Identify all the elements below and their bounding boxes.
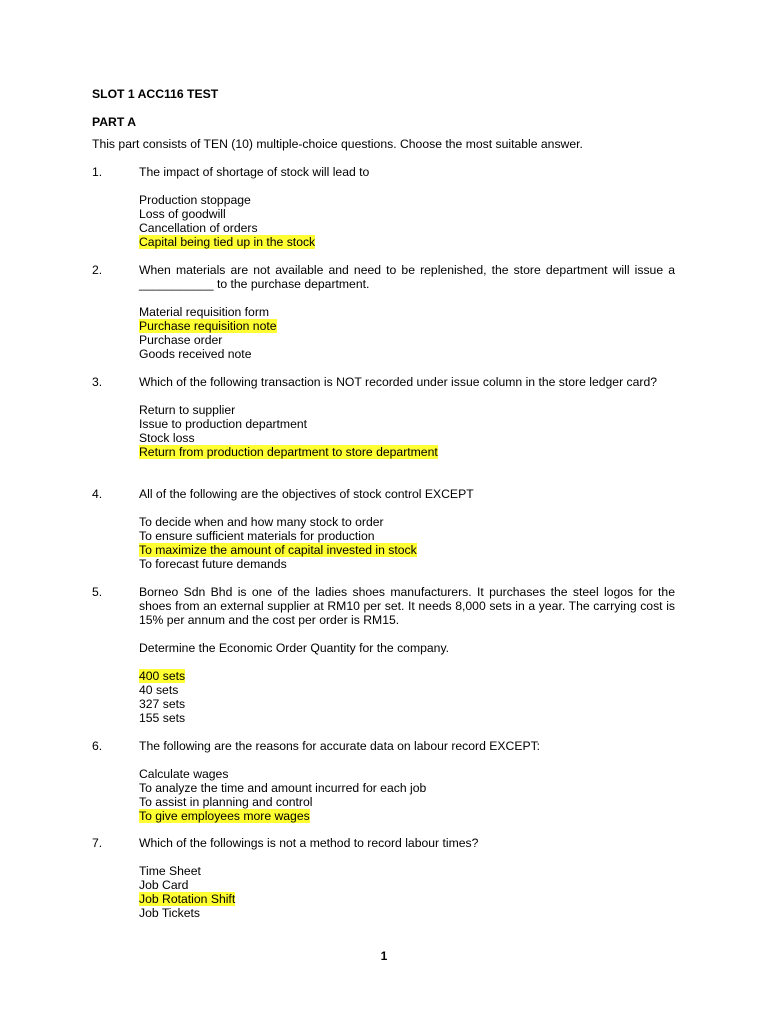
highlighted-answer: Job Rotation Shift: [139, 892, 236, 906]
answer-text: To assist in planning and control: [139, 795, 313, 809]
page-number: 1: [380, 949, 388, 963]
question-item: [92, 487, 675, 571]
answer-text: 327 sets: [139, 697, 186, 711]
question-number: 3.: [92, 375, 103, 389]
answer-option: [139, 906, 675, 920]
answer-options: [139, 669, 675, 725]
answer-option: [139, 431, 675, 445]
answer-option: [139, 347, 675, 361]
answer-text: To forecast future demands: [139, 557, 287, 571]
answer-option: [139, 711, 675, 725]
question-text: When materials are not available and need to be replenished, the store department will issue a ___________ to the purchase department.: [139, 263, 675, 291]
answer-option: [139, 417, 675, 431]
answer-option: [139, 864, 675, 878]
highlighted-answer: Return from production department to store department: [139, 445, 438, 459]
question-text: The following are the reasons for accurate data on labour record EXCEPT:: [139, 739, 541, 753]
answer-option: [139, 543, 675, 557]
answer-option: [139, 529, 675, 543]
question-stem: [139, 739, 675, 753]
answer-text: Job Tickets: [139, 906, 200, 920]
answer-option: [139, 207, 675, 221]
answer-text: To ensure sufficient materials for production: [139, 529, 375, 543]
answer-text: Production stoppage: [139, 193, 251, 207]
answer-text: Loss of goodwill: [139, 207, 226, 221]
answer-options: [139, 515, 675, 571]
answer-options: [139, 767, 675, 823]
question-stem: [139, 836, 675, 850]
answer-option: [139, 557, 675, 571]
answer-option: [139, 809, 675, 823]
part-heading: PART A: [92, 115, 137, 129]
answer-option: [139, 333, 675, 347]
answer-option: [139, 767, 675, 781]
answer-option: [139, 781, 675, 795]
answer-text: 155 sets: [139, 711, 186, 725]
question-text: All of the following are the objectives of stock control EXCEPT: [139, 487, 474, 501]
answer-options: [139, 403, 675, 459]
answer-text: Time Sheet: [139, 864, 201, 878]
answer-option: [139, 319, 675, 333]
question-number: 1.: [92, 165, 103, 179]
question-number: 2.: [92, 263, 103, 277]
answer-option: [139, 445, 675, 459]
question-stem: [139, 165, 675, 179]
answer-text: Purchase order: [139, 333, 223, 347]
answer-text: Goods received note: [139, 347, 252, 361]
part-instructions: This part consists of TEN (10) multiple-choice questions. Choose the most suitable answer.: [92, 137, 583, 151]
answer-text: Cancellation of orders: [139, 221, 258, 235]
answer-text: Job Card: [139, 878, 189, 892]
question-text: Borneo Sdn Bhd is one of the ladies shoes manufacturers. It purchases the steel logos for the shoes from an external supplier at RM10 per set. It needs 8,000 sets in a year. The carrying cost is 15% per annum and the cost per order is RM15.: [139, 585, 675, 627]
answer-option: [139, 235, 675, 249]
question-text: The impact of shortage of stock will lead to: [139, 165, 370, 179]
question-item: [92, 585, 675, 725]
answer-option: [139, 683, 675, 697]
answer-text: Issue to production department: [139, 417, 308, 431]
question-item: [92, 375, 675, 459]
question-stem: [139, 487, 675, 501]
answer-option: [139, 193, 675, 207]
question-item: [92, 739, 675, 823]
answer-option: [139, 403, 675, 417]
question-stem: [139, 263, 675, 291]
answer-option: [139, 697, 675, 711]
highlighted-answer: To give employees more wages: [139, 809, 310, 823]
answer-option: [139, 892, 675, 906]
highlighted-answer: Capital being tied up in the stock: [139, 235, 316, 249]
highlighted-answer: Purchase requisition note: [139, 319, 277, 333]
answer-text: Return to supplier: [139, 403, 236, 417]
answer-option: [139, 221, 675, 235]
answer-option: [139, 669, 675, 683]
answer-text: To analyze the time and amount incurred for each job: [139, 781, 427, 795]
answer-text: To decide when and how many stock to order: [139, 515, 384, 529]
question-number: 6.: [92, 739, 103, 753]
answer-text: Stock loss: [139, 431, 195, 445]
question-stem: [139, 375, 675, 389]
answer-option: [139, 795, 675, 809]
highlighted-answer: 400 sets: [139, 669, 186, 683]
highlighted-answer: To maximize the amount of capital invested in stock: [139, 543, 417, 557]
question-number: 4.: [92, 487, 103, 501]
answer-text: 40 sets: [139, 683, 179, 697]
question-item: [92, 165, 675, 249]
question-number: 5.: [92, 585, 103, 599]
answer-options: [139, 864, 675, 920]
answer-options: [139, 305, 675, 361]
answer-option: [139, 515, 675, 529]
answer-options: [139, 193, 675, 249]
question-item: [92, 263, 675, 361]
question-text: Which of the followings is not a method to record labour times?: [139, 836, 479, 850]
answer-text: Calculate wages: [139, 767, 229, 781]
question-prompt: Determine the Economic Order Quantity for the company.: [139, 641, 450, 655]
question-number: 7.: [92, 836, 103, 850]
question-stem: [139, 585, 675, 627]
answer-option: [139, 305, 675, 319]
answer-text: Material requisition form: [139, 305, 270, 319]
answer-option: [139, 878, 675, 892]
test-title: SLOT 1 ACC116 TEST: [92, 87, 219, 101]
question-text: Which of the following transaction is NOT recorded under issue column in the store ledger card?: [139, 375, 658, 389]
question-item: [92, 836, 675, 920]
